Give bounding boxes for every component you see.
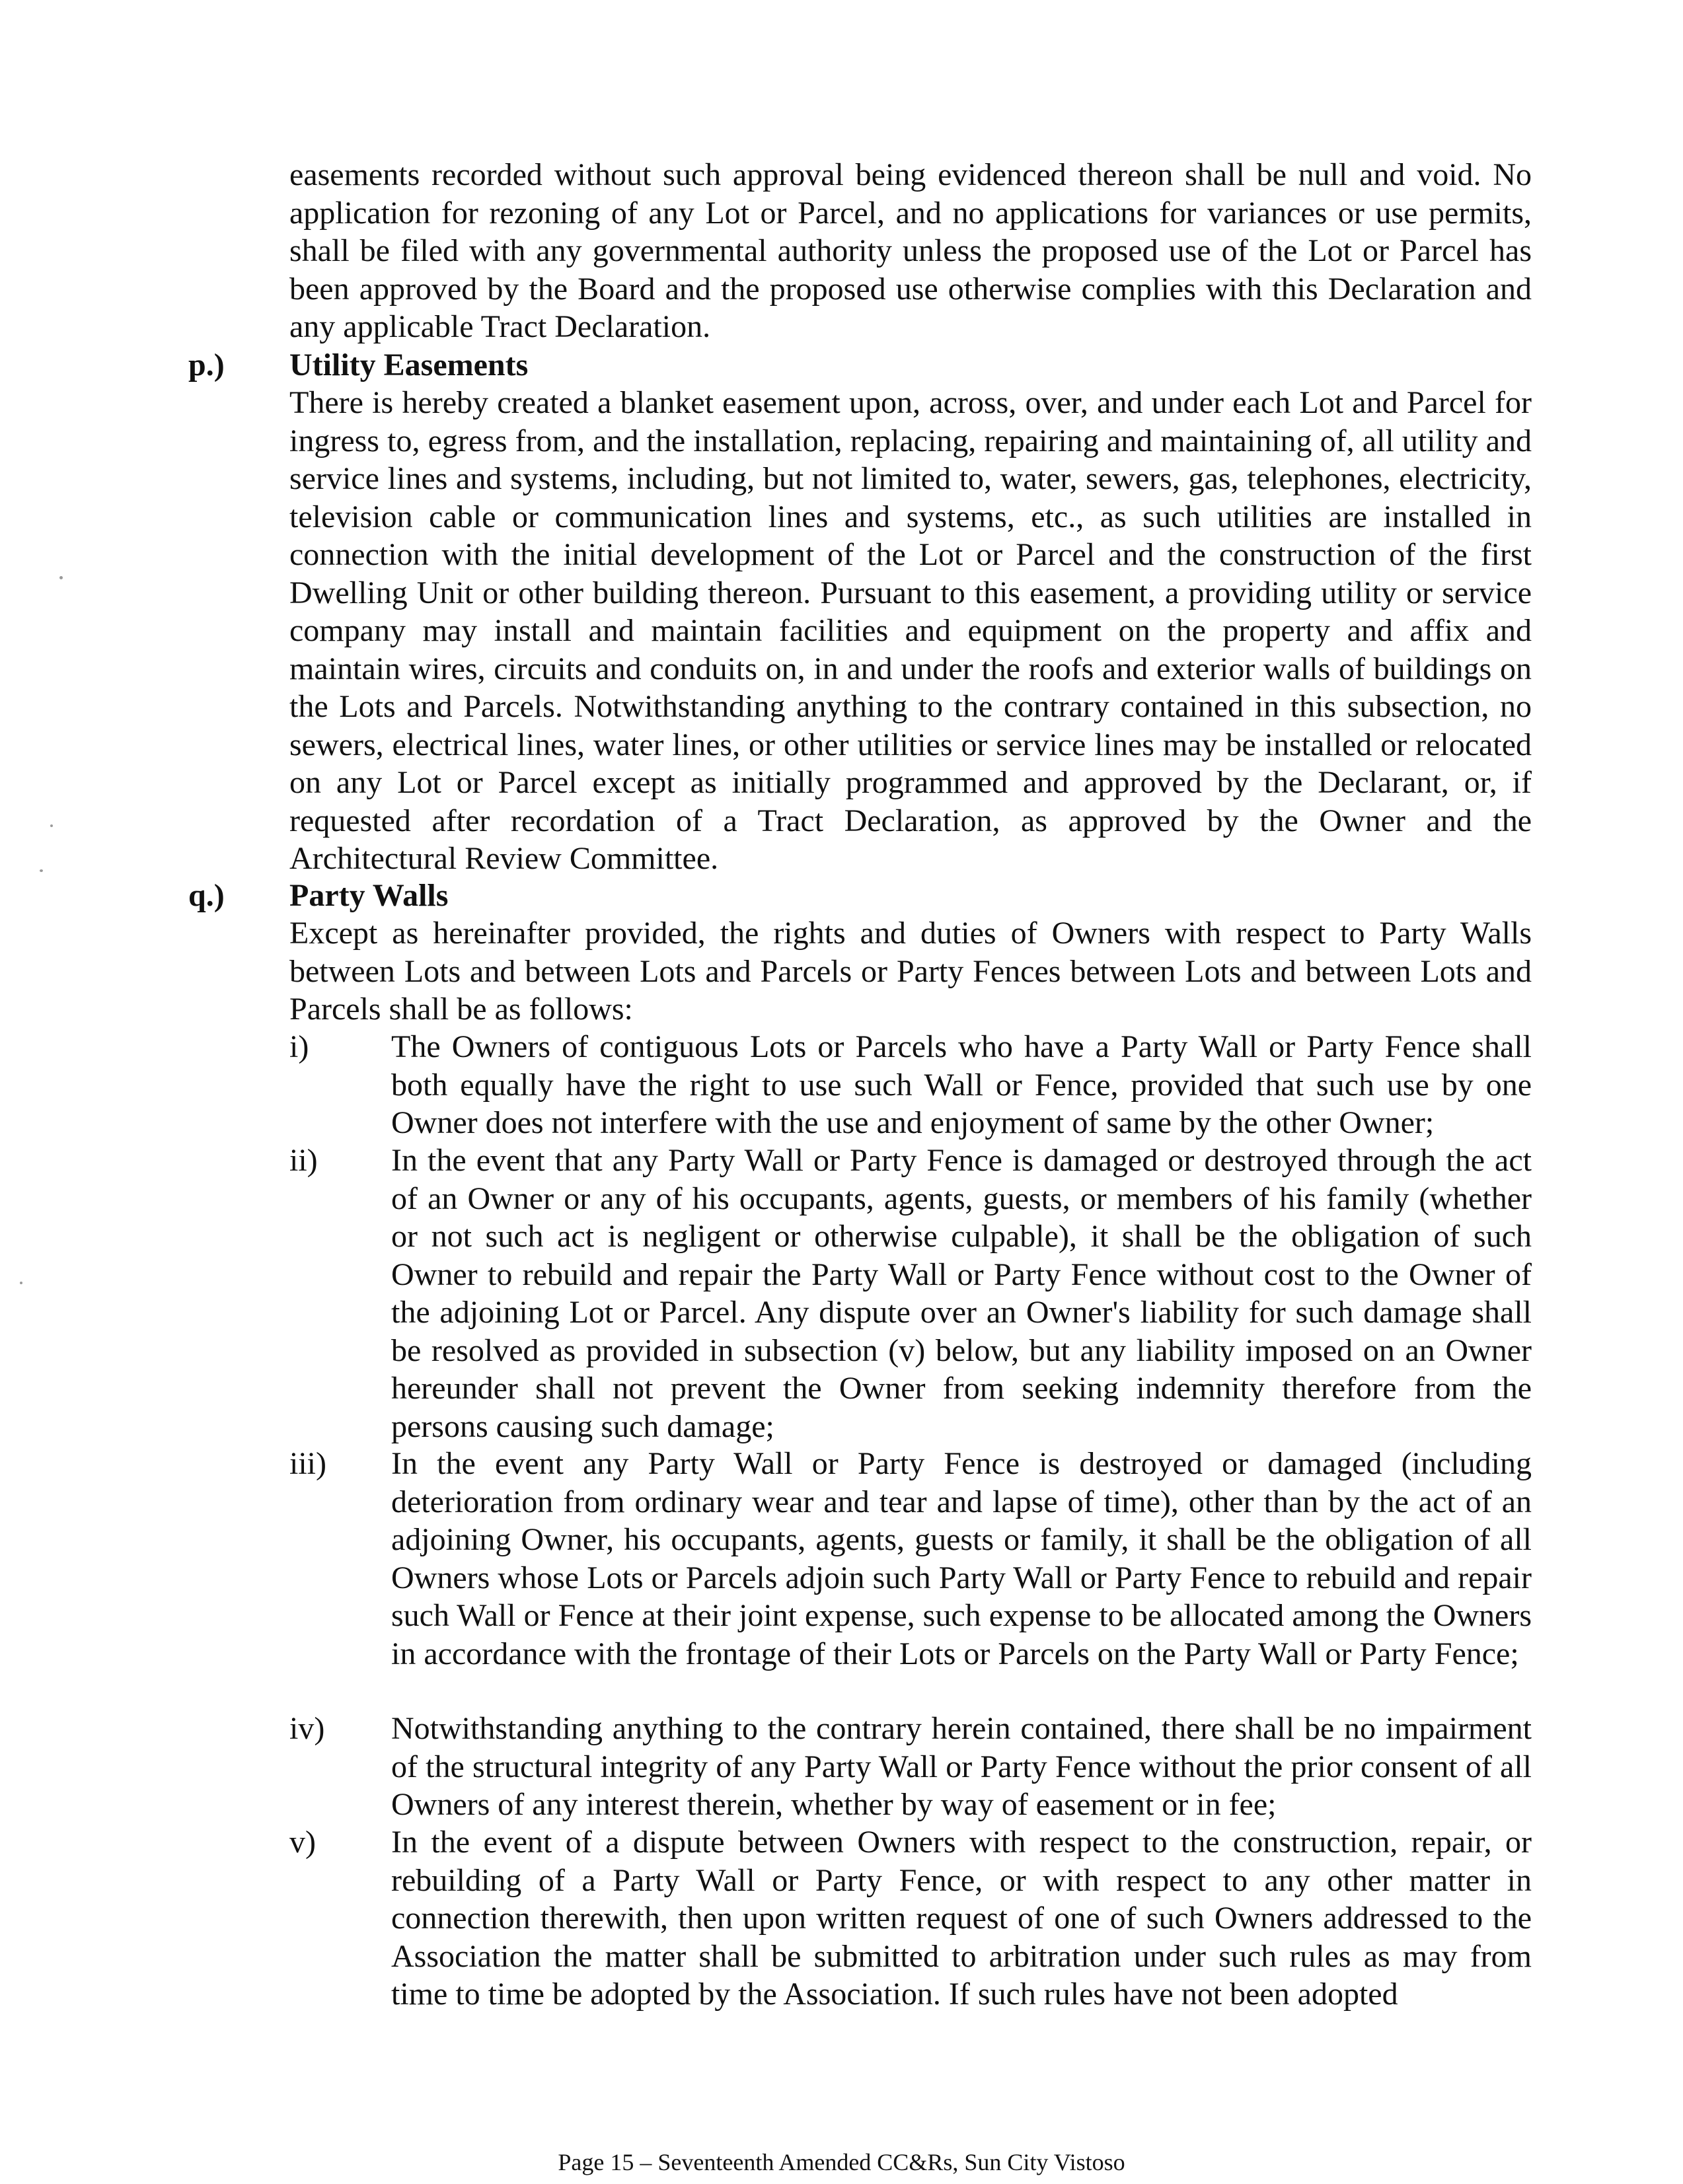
item-number: ii) bbox=[289, 1143, 318, 1178]
item-text: In the event any Party Wall or Party Fence is destroyed or damaged (including deterioration from ordinary wear and tear and lapse of time), other than by the act of an adjoining Owner, his occupants, agents, guests or family, it shall be the obligation of all Owners whose Lots or Parcels adjoin such Party Wall or Party Fence to rebuild and repair such Wall or Fence at their joint expense, such expense to be allocated among the Owners in accordance with the frontage of their Lots or Parcels on the Party Wall or Party Fence; bbox=[391, 1446, 1532, 1671]
section-q-label: q.) bbox=[188, 878, 225, 913]
item-text: Notwithstanding anything to the contrary herein contained, there shall be no impairment of the structural integrity of any Party Wall or Party Fence without the prior consent of all Owners of any interest therein, whether by way of easement or in fee; bbox=[391, 1711, 1532, 1822]
section-q-title: Party Walls bbox=[289, 878, 449, 913]
item-number: iv) bbox=[289, 1711, 325, 1746]
item-text: In the event of a dispute between Owners with respect to the construction, repair, or rebuilding of a Party Wall or Party Fence, or with respect to any other matter in connection therewith, then upon written request of one of such Owners addressed to the Association the matter shall be submitted to arbitration under such rules as may from time to time be adopted by the Association. If such rules have not been adopted bbox=[391, 1825, 1532, 2012]
section-q-body: Except as hereinafter provided, the rights and duties of Owners with respect to Party Walls between Lots and between Lots and Parcels or Party Fences between Lots and between Lots and Parcels shall be as follows: bbox=[289, 916, 1532, 1027]
item-number: iii) bbox=[289, 1446, 326, 1481]
item-text: In the event that any Party Wall or Party Fence is damaged or destroyed through the act of an Owner or any of his occupants, agents, guests, or members of his family (whether or not such act is negligent or otherwise culpable), it shall be the obligation of such Owner to rebuild and repair the Party Wall or Party Fence without cost to the Owner of the adjoining Lot or Parcel. Any dispute over an Owner's liability for such damage shall be resolved as provided in subsection (v) below, but any liability imposed on an Owner hereunder shall not prevent the Owner from seeking indemnity therefore from the persons causing such damage; bbox=[391, 1143, 1532, 1444]
intro-paragraph: easements recorded without such approval being evidenced thereon shall be null and void. No application for rezoning of any Lot or Parcel, and no applications for variances or use permits, shall be filed with any governmental authority unless the proposed use of the Lot or Parcel has been approved by the Board and the proposed use otherwise complies with this Declaration and any applicable Tract Declaration. bbox=[289, 157, 1532, 344]
section-p-title: Utility Easements bbox=[289, 347, 529, 382]
scan-speck bbox=[40, 869, 43, 872]
scan-speck bbox=[59, 576, 63, 579]
section-p-label: p.) bbox=[188, 347, 225, 382]
item-number: v) bbox=[289, 1825, 316, 1860]
section-p-body: There is hereby created a blanket easement upon, across, over, and under each Lot and Parcel for ingress to, egress from, and the installation, replacing, repairing and maintaining of, all utility and service lines and systems, including, but not limited to, water, sewers, gas, telephones, electricity, television cable or communication lines and systems, etc., as such utilities are installed in connection with the initial development of the Lot or Parcel and the construction of the first Dwelling Unit or other building thereon. Pursuant to this easement, a providing utility or service company may install and maintain facilities and equipment on the property and affix and maintain wires, circuits and conduits on, in and under the roofs and exterior walls of buildings on the Lots and Parcels. Notwithstanding anything to the contrary contained in this subsection, no sewers, electrical lines, water lines, or other utilities or service lines may be installed or relocated on any Lot or Parcel except as initially programmed and approved by the Declarant, or, if requested after recordation of a Tract Declaration, as approved by the Owner and the Architectural Review Committee. bbox=[289, 385, 1532, 876]
scan-speck bbox=[50, 824, 53, 827]
item-text: The Owners of contiguous Lots or Parcels who have a Party Wall or Party Fence shall both equally have the right to use such Wall or Fence, provided that such use by one Owner does not interfere with the use and enjoyment of same by the other Owner; bbox=[391, 1029, 1532, 1140]
page-footer: Page 15 – Seventeenth Amended CC&Rs, Sun City Vistoso bbox=[558, 2149, 1125, 2175]
scan-speck bbox=[20, 1282, 22, 1284]
item-number: i) bbox=[289, 1029, 309, 1064]
